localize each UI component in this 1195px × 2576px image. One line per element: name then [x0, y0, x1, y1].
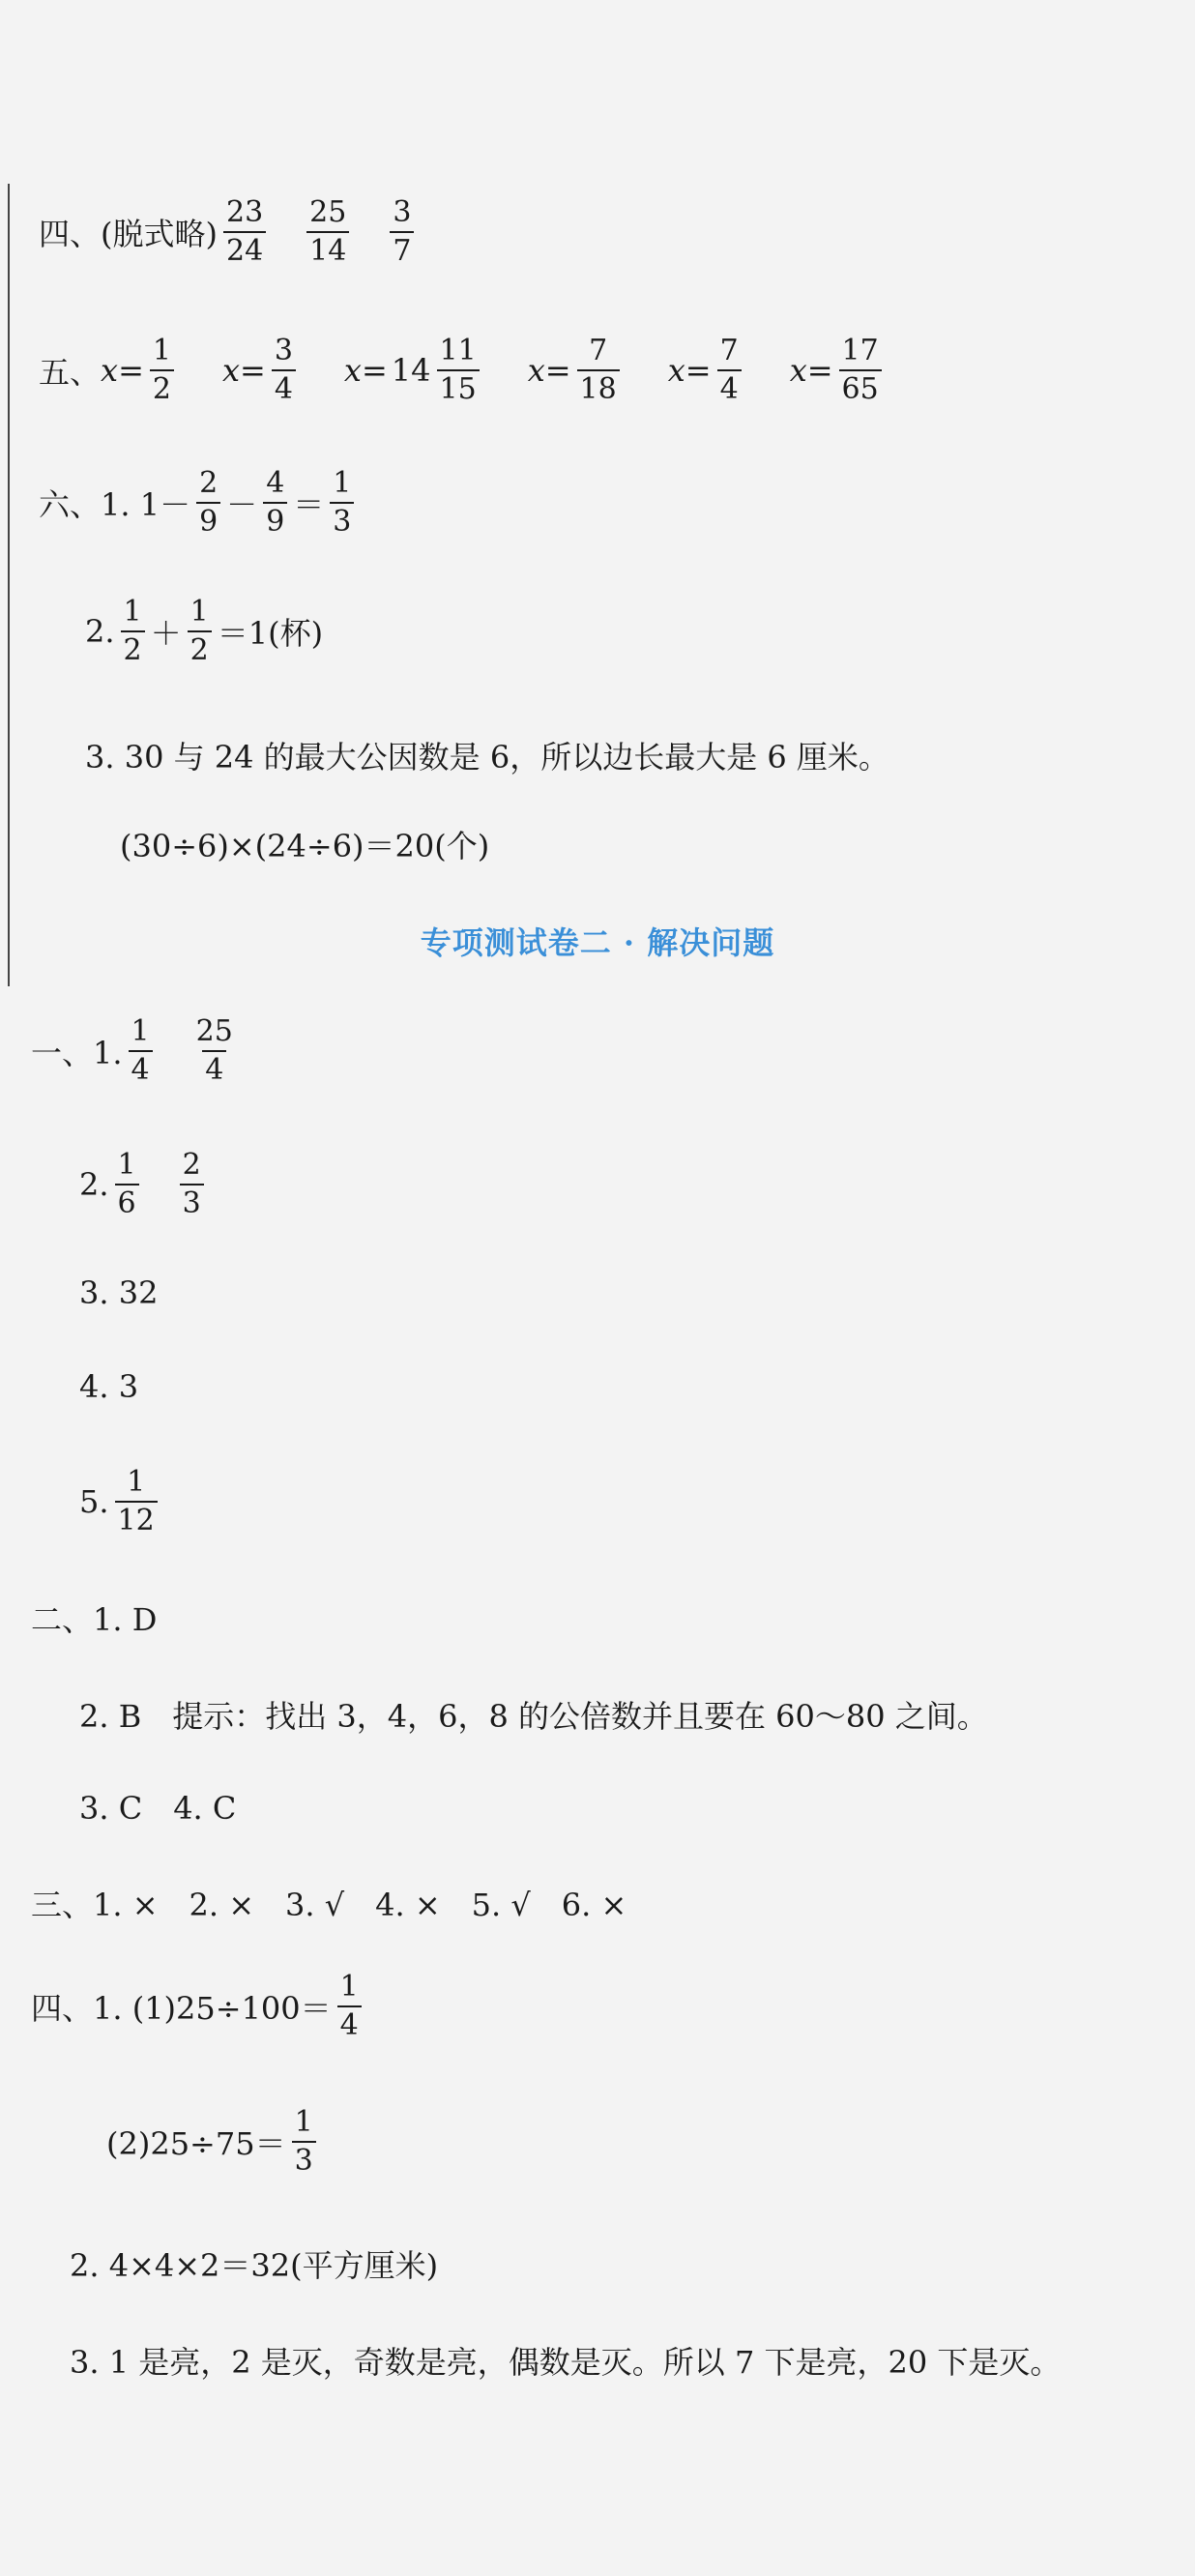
answer-4-1-2: (2)25÷75＝ $\frac{1}{3}$	[106, 2108, 322, 2176]
answer-4-1: 四、1. (1)25÷100＝ $\frac{1}{4}$	[31, 1973, 367, 2040]
fraction: $\frac{1}{2}$	[188, 598, 212, 665]
fraction: $\frac{3}{4}$	[272, 337, 296, 404]
page-edge-line	[8, 184, 10, 986]
answer-4-3: 3. 1 是亮，2 是灭，奇数是亮，偶数是灭。所以 7 下是亮，20 下是灭。	[70, 2344, 1062, 2381]
answer-1-3: 3. 32	[79, 1274, 159, 1311]
fraction: $\frac{1}{6}$	[115, 1151, 139, 1218]
answer-1-4: 4. 3	[79, 1368, 139, 1405]
fraction: $\frac{1}{3}$	[330, 469, 354, 537]
answer-5: 五、 x = $\frac{1}{2}$ x = $\frac{3}{4}$ x = 14 $\frac{11}{15}$ x = $\frac{7}{18}$ x = $\frac{7}{4}$ x = $\frac{17}{65}$	[39, 337, 888, 404]
fraction: $\frac{25}{4}$	[195, 1014, 233, 1087]
fraction: $\frac{7}{4}$	[717, 337, 742, 404]
fraction: $\frac{2}{9}$	[196, 469, 220, 537]
answer-1-5: 5. $\frac{1}{12}$	[79, 1468, 163, 1536]
fraction: $\frac{23}{24}$	[223, 198, 266, 266]
fraction: $\frac{1}{4}$	[129, 1017, 153, 1085]
answer-6-2: 2. $\frac{1}{2}$ ＋ $\frac{1}{2}$ ＝1(杯)	[85, 595, 324, 667]
fraction: $\frac{3}{7}$	[390, 198, 414, 266]
fraction: $\frac{25}{14}$	[306, 198, 349, 266]
fraction: $\frac{1}{12}$	[115, 1468, 158, 1536]
answer-4-prefix: 四、(脱式略)	[39, 216, 218, 252]
section-title: 专项测试卷二 · 解决问题	[420, 924, 775, 961]
answer-1-1: 一、1. $\frac{1}{4}$ $\frac{25}{4}$	[31, 1017, 242, 1085]
fraction: $\frac{11}{15}$	[437, 337, 480, 404]
fraction: $\frac{1}{3}$	[292, 2108, 316, 2176]
answer-1-2: 2. $\frac{1}{6}$ $\frac{2}{3}$	[79, 1151, 210, 1218]
answer-2-3: 3. C 4. C	[79, 1790, 237, 1827]
answer-3: 三、1. × 2. × 3. √ 4. × 5. √ 6. ×	[31, 1887, 627, 1923]
answer-4-2: 2. 4×4×2＝32(平方厘米)	[70, 2247, 439, 2284]
fraction: $\frac{17}{65}$	[839, 337, 882, 404]
fraction: $\frac{2}{3}$	[180, 1151, 204, 1218]
answer-6-3: 3. 30 与 24 的最大公因数是 6，所以边长最大是 6 厘米。	[85, 739, 889, 776]
fraction: $\frac{1}{4}$	[337, 1973, 362, 2040]
answer-4	[39, 195, 420, 268]
fraction: $\frac{1}{2}$	[121, 598, 145, 665]
answer-2-1: 二、1. D	[31, 1601, 158, 1638]
answer-6-3-calc: (30÷6)×(24÷6)＝20(个)	[120, 828, 490, 864]
fraction: $\frac{7}{18}$	[577, 337, 620, 404]
answer-2-2: 2. B 提示：找出 3，4，6，8 的公倍数并且要在 60～80 之间。	[79, 1698, 988, 1735]
answer-5-prefix: 五、	[39, 354, 102, 391]
answer-6-1: 六、1. 1－ $\frac{2}{9}$ － $\frac{4}{9}$ ＝ $\frac{1}{3}$	[39, 469, 360, 537]
fraction: $\frac{1}{2}$	[150, 337, 174, 404]
fraction: $\frac{4}{9}$	[263, 469, 287, 537]
